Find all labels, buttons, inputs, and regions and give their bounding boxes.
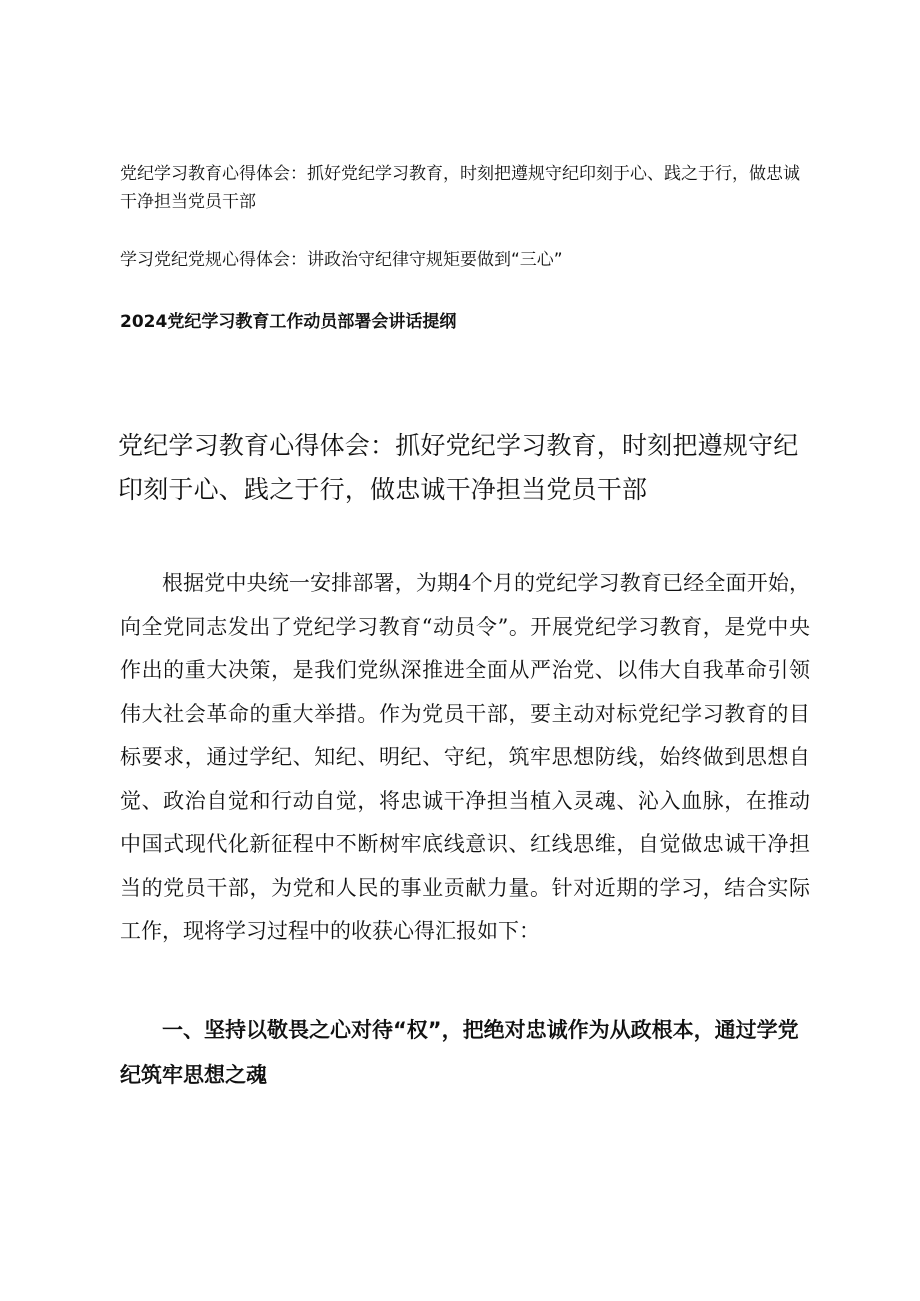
section-heading-1: 一、坚持以敬畏之心对待“权”，把绝对忠诚作为从政根本，通过学党纪筑牢思想之魂 — [120, 1018, 799, 1087]
toc-item-3[interactable]: 2024党纪学习教育工作动员部署会讲话提纲 — [120, 312, 457, 332]
toc-item-2[interactable]: 学习党纪党规心得体会：讲政治守纪律守规矩要做到“三心” — [120, 250, 563, 270]
table-of-contents — [120, 160, 810, 336]
intro-paragraph: 根据党中央统一安排部署，为期4个月的党纪学习教育已经全面开始，向全党同志发出了党纪学习教育“动员令”。开展党纪学习教育，是党中央作出的重大决策，是我们党纵深推进全面从严治党、以伟大自我革命引领伟大社会革命的重大举措。作为党员干部，要主动对标党纪学习教育的目标要求，通过学纪、知纪、明纪、守纪，筑牢思想防线，始终做到思想自觉、政治自觉和行动自觉，将忠诚干净担当植入灵魂、沁入血脉，在推动中国式现代化新征程中不断树牢底线意识、红线思维，自觉做忠诚干净担当的党员干部，为党和人民的事业贡献力量。针对近期的学习，结合实际工作，现将学习过程中的收获心得汇报如下： — [120, 571, 810, 943]
article-title: 党纪学习教育心得体会：抓好党纪学习教育，时刻把遵规守纪印刻于心、践之于行，做忠诚干净担当党员干部 — [118, 431, 799, 504]
toc-item-1[interactable]: 党纪学习教育心得体会：抓好党纪学习教育，时刻把遵规守纪印刻于心、践之于行，做忠诚干净担当党员干部 — [120, 164, 800, 212]
